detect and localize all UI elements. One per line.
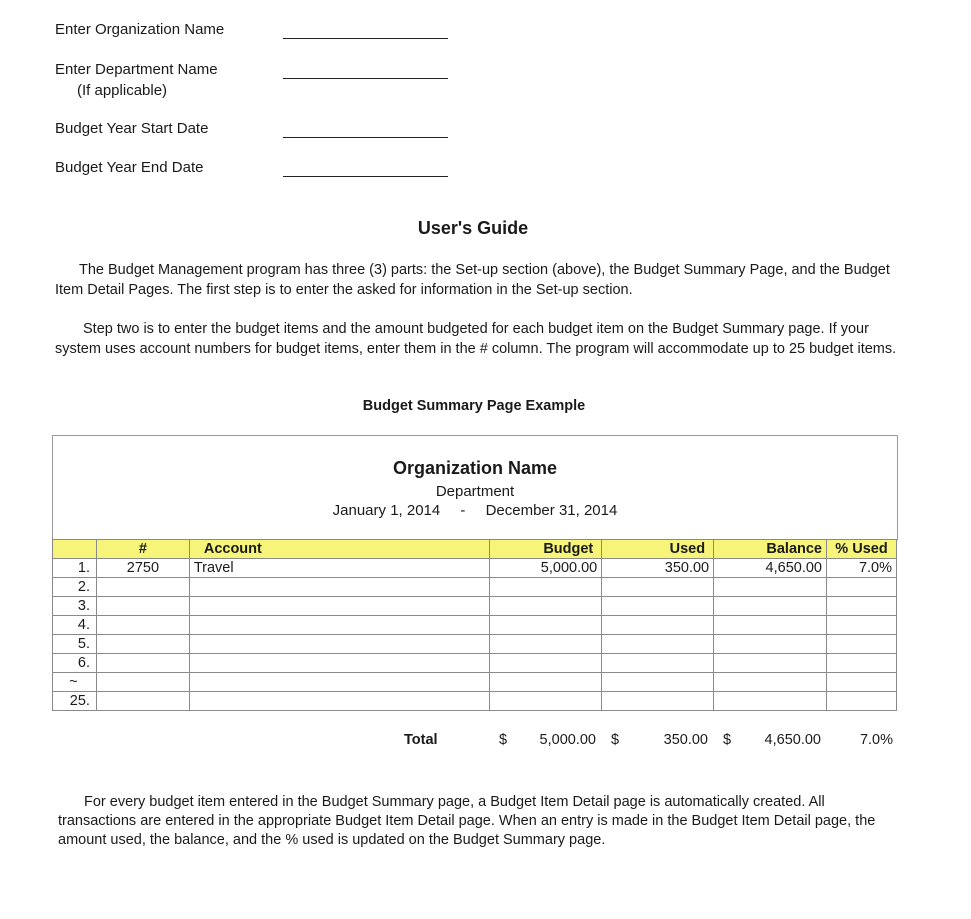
row-account[interactable]	[189, 616, 490, 635]
footer-paragraph	[58, 793, 898, 850]
row-account[interactable]	[189, 635, 490, 654]
end-date-label: Budget Year End Date	[55, 159, 204, 176]
row-index: 2.	[53, 578, 97, 597]
row-account[interactable]	[189, 692, 490, 711]
row-account[interactable]	[189, 578, 490, 597]
row-num[interactable]	[96, 616, 189, 635]
table-row	[53, 616, 897, 635]
dept-name-label: Enter Department Name	[55, 61, 218, 78]
guide-paragraph-1-text: The Budget Management program has three (3) parts: the Set-up section (above), the Budget Summary Page, and the Budget Item Detail Pages. The first step is to enter the asked for information in the Set-up section.	[55, 262, 890, 298]
example-title: Budget Summary Page Example	[362, 398, 586, 414]
row-pct	[827, 673, 897, 692]
guide-paragraph-2	[55, 319, 905, 359]
guide-title: User's Guide	[417, 218, 529, 238]
start-date-label: Budget Year Start Date	[55, 120, 209, 137]
total-used: 350.00	[663, 732, 708, 748]
row-balance	[714, 692, 827, 711]
total-budget-currency: $	[499, 732, 508, 748]
row-budget[interactable]	[490, 578, 602, 597]
summary-header-box	[52, 435, 898, 540]
row-index: 1.	[53, 559, 97, 578]
row-used	[602, 578, 714, 597]
row-account[interactable]	[189, 654, 490, 673]
row-pct	[827, 692, 897, 711]
row-budget[interactable]	[490, 635, 602, 654]
summary-date-range	[53, 502, 897, 519]
row-pct	[827, 578, 897, 597]
row-used	[602, 635, 714, 654]
row-account[interactable]	[189, 673, 490, 692]
row-used	[602, 616, 714, 635]
row-budget[interactable]	[490, 616, 602, 635]
table-row	[53, 692, 897, 711]
header-budget: Budget	[490, 540, 602, 559]
guide-paragraph-1	[55, 260, 905, 300]
total-pct-used: 7.0%	[859, 732, 893, 748]
org-name-label: Enter Organization Name	[55, 21, 225, 38]
row-pct	[827, 597, 897, 616]
row-balance: 4,650.00	[714, 559, 827, 578]
table-row	[53, 578, 897, 597]
row-budget[interactable]: 5,000.00	[490, 559, 602, 578]
row-index: ~	[53, 673, 97, 692]
row-pct	[827, 635, 897, 654]
row-pct	[827, 616, 897, 635]
summary-department: Department	[435, 483, 515, 500]
row-num[interactable]	[96, 654, 189, 673]
summary-start-date: January 1, 2014	[332, 502, 441, 519]
dept-name-sublabel: (If applicable)	[77, 82, 168, 99]
total-used-currency: $	[611, 732, 620, 748]
row-index: 3.	[53, 597, 97, 616]
table-row	[53, 597, 897, 616]
header-index	[53, 540, 97, 559]
header-num: #	[96, 540, 189, 559]
row-account[interactable]: Travel	[189, 559, 490, 578]
table-row	[53, 654, 897, 673]
total-label: Total	[404, 732, 438, 748]
row-used	[602, 597, 714, 616]
row-used	[602, 673, 714, 692]
row-account[interactable]	[189, 597, 490, 616]
row-pct: 7.0%	[827, 559, 897, 578]
row-budget[interactable]	[490, 597, 602, 616]
table-row	[53, 635, 897, 654]
row-used	[602, 692, 714, 711]
budget-summary-table	[52, 539, 897, 711]
table-row	[53, 559, 897, 578]
row-num[interactable]	[96, 635, 189, 654]
total-balance: 4,650.00	[764, 732, 821, 748]
footer-paragraph-text: For every budget item entered in the Budget Summary page, a Budget Item Detail page is automatically created. All transactions are entered in the appropriate Budget Item Detail page. When an entry is made in the Budget Item Detail page, the amount used, the balance, and the % used is updated on the Budget Summary page.	[58, 794, 876, 848]
row-used	[602, 654, 714, 673]
total-balance-currency: $	[723, 732, 732, 748]
row-used: 350.00	[602, 559, 714, 578]
row-num[interactable]	[96, 578, 189, 597]
header-pct-used: % Used	[827, 540, 897, 559]
summary-end-date: December 31, 2014	[485, 502, 618, 519]
row-balance	[714, 635, 827, 654]
row-index: 6.	[53, 654, 97, 673]
summary-date-separator: -	[460, 502, 466, 519]
header-used: Used	[602, 540, 714, 559]
end-date-field[interactable]	[283, 176, 448, 177]
row-balance	[714, 597, 827, 616]
row-balance	[714, 673, 827, 692]
row-balance	[714, 654, 827, 673]
row-num[interactable]: 2750	[96, 559, 189, 578]
row-index: 4.	[53, 616, 97, 635]
start-date-field[interactable]	[283, 137, 448, 138]
row-index: 25.	[53, 692, 97, 711]
row-balance	[714, 578, 827, 597]
dept-name-field[interactable]	[283, 78, 448, 79]
org-name-field[interactable]	[283, 38, 448, 39]
header-account: Account	[189, 540, 490, 559]
total-budget: 5,000.00	[539, 732, 596, 748]
header-balance: Balance	[714, 540, 827, 559]
row-budget[interactable]	[490, 692, 602, 711]
row-num[interactable]	[96, 692, 189, 711]
row-num[interactable]	[96, 597, 189, 616]
table-row	[53, 673, 897, 692]
row-pct	[827, 654, 897, 673]
row-budget[interactable]	[490, 654, 602, 673]
row-balance	[714, 616, 827, 635]
row-num[interactable]	[96, 673, 189, 692]
guide-paragraph-2-text: Step two is to enter the budget items and the amount budgeted for each budget item on the Budget Summary page. If your system uses account numbers for budget items, enter them in the # column. The program will accommodate up to 25 budget items.	[55, 321, 897, 357]
summary-org-name: Organization Name	[392, 458, 558, 478]
row-index: 5.	[53, 635, 97, 654]
table-header-row	[53, 540, 897, 559]
row-budget[interactable]	[490, 673, 602, 692]
